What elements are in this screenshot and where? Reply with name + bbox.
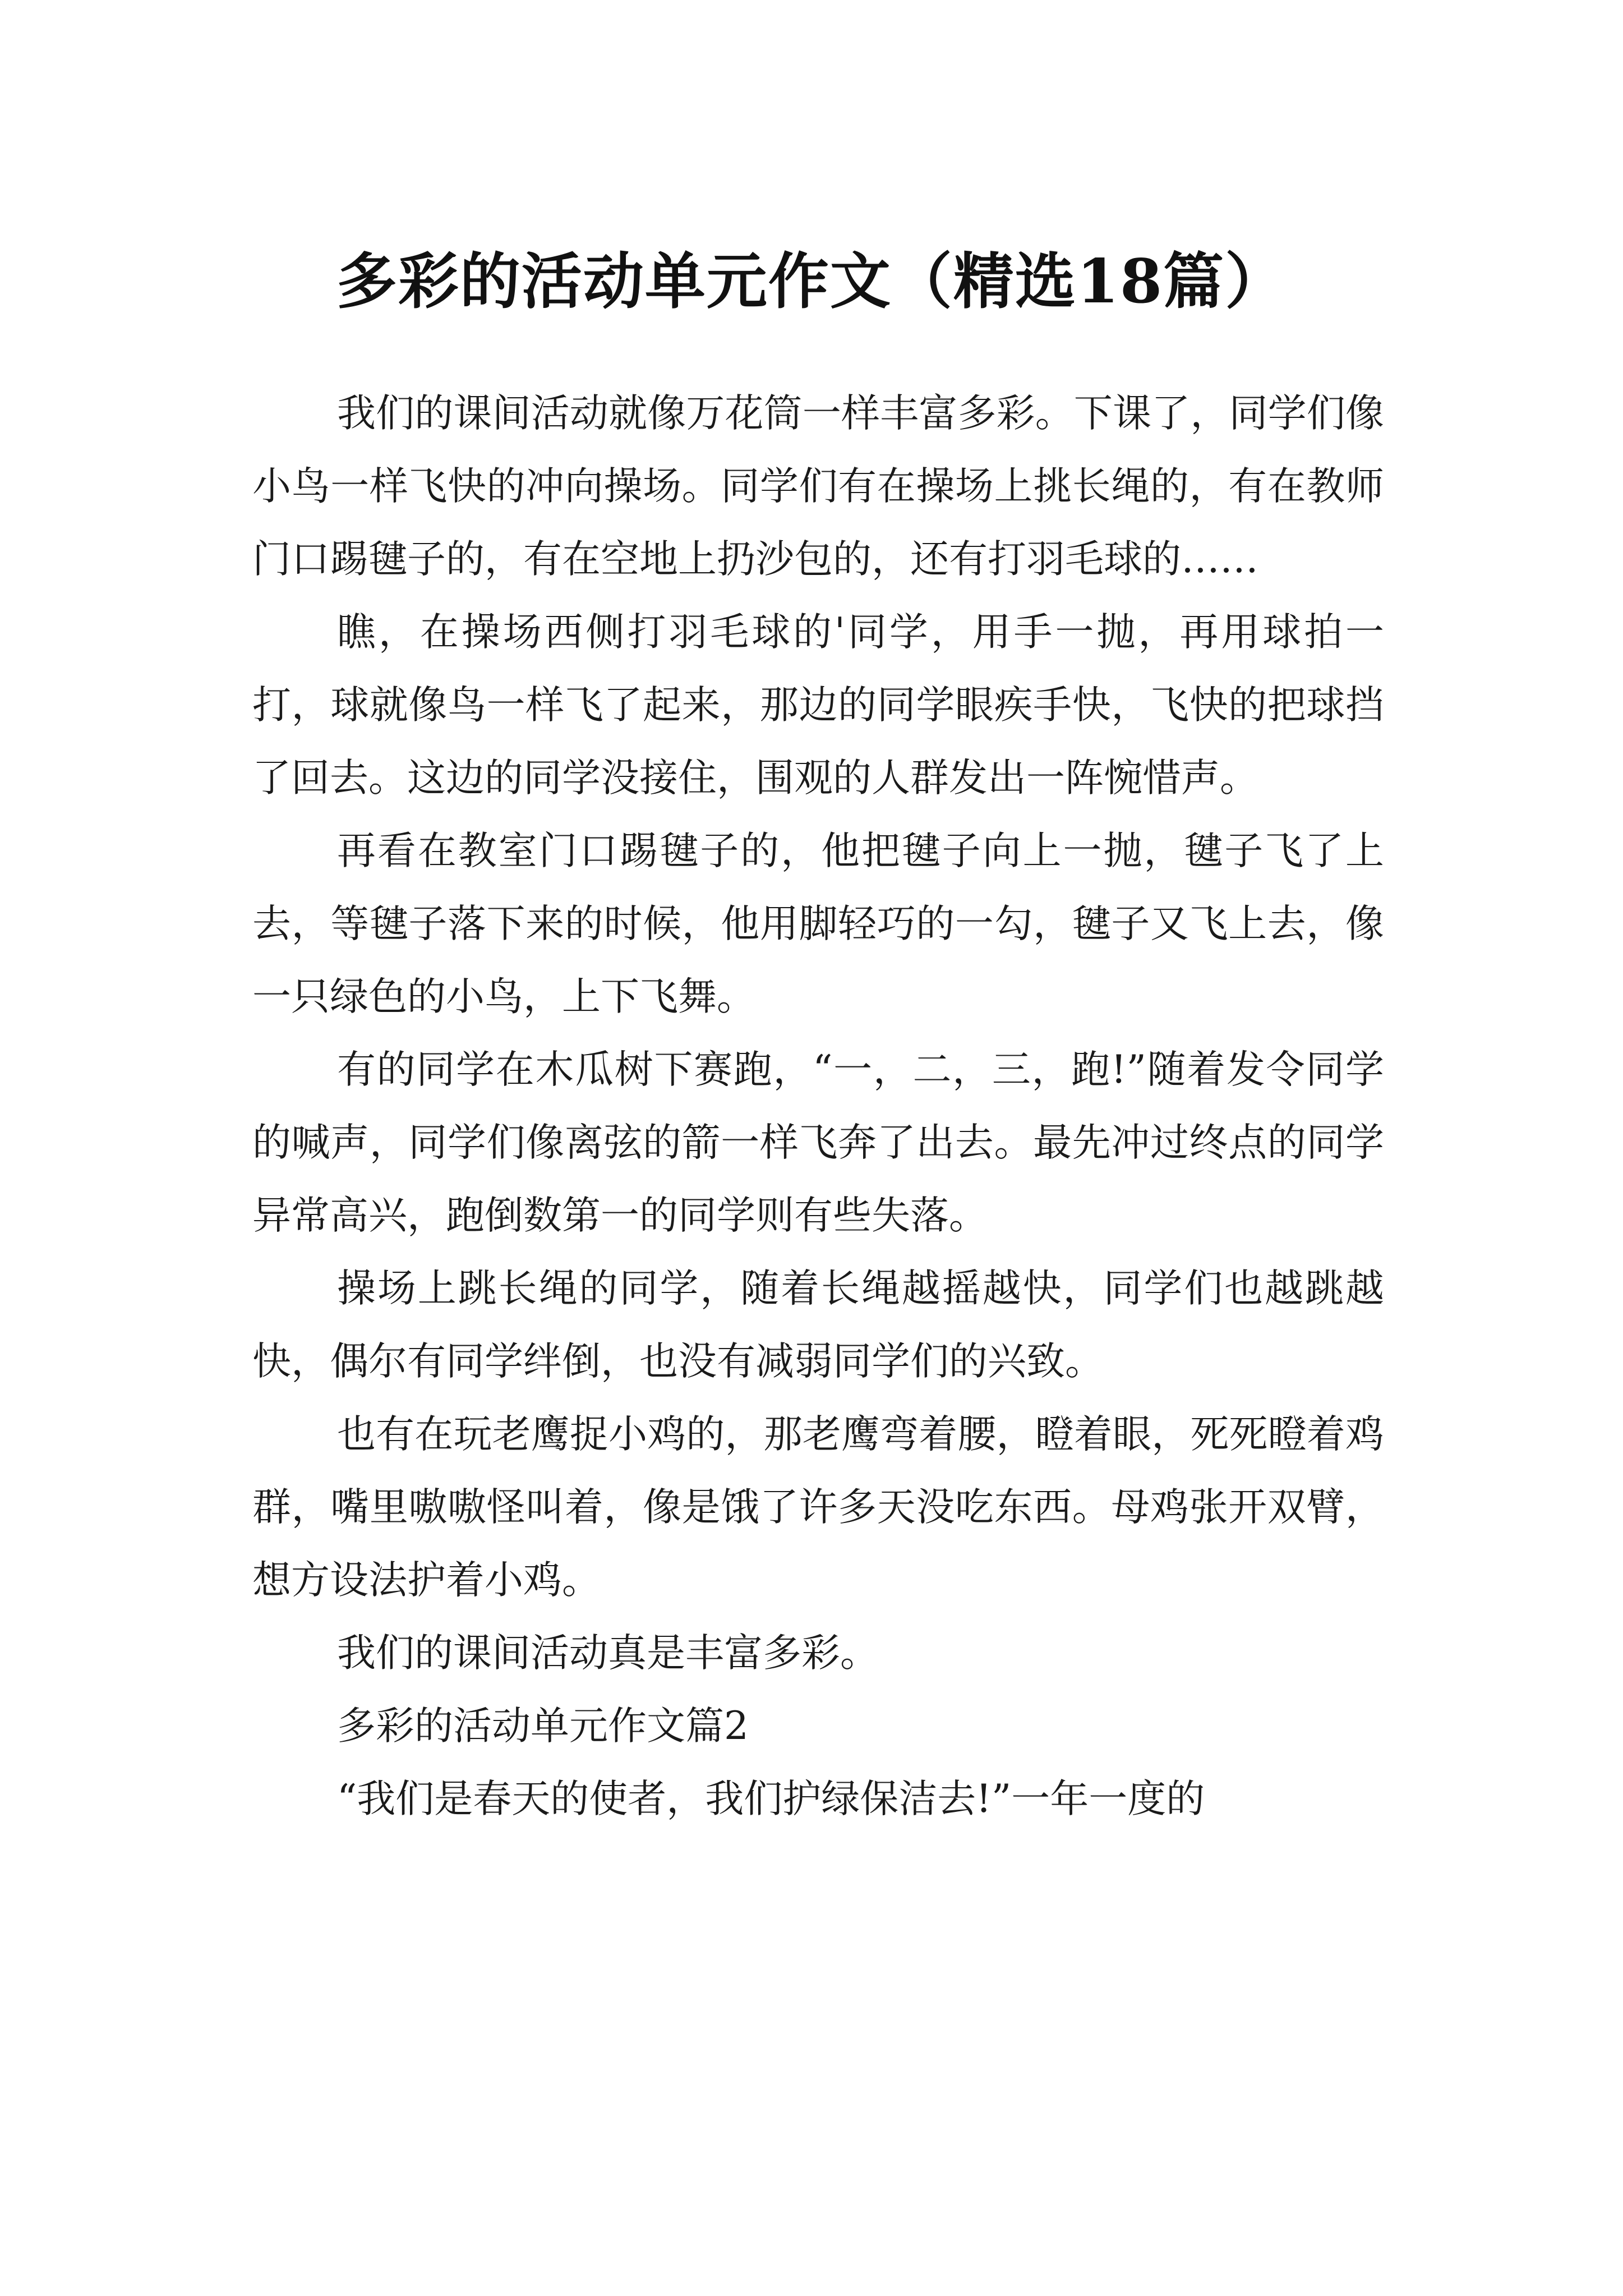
paragraph-1: 我们的课间活动就像万花筒一样丰富多彩。下课了，同学们像小鸟一样飞快的冲向操场。同学们有在操场上挑长绳的，有在教师门口踢毽子的，有在空地上扔沙包的，还有打羽毛球的…… [252, 391, 1384, 582]
document-title: 多彩的活动单元作文（精选18篇） [336, 246, 1287, 318]
paragraph-4: 有的同学在木瓜树下赛跑，“一，二，三，跑!”随着发令同学的喊声，同学们像离弦的箭一样飞奔了出去。最先冲过终点的同学异常高兴，跑倒数第一的同学则有些失落。 [252, 1047, 1384, 1238]
section-heading: 多彩的活动单元作文篇2 [337, 1704, 749, 1749]
paragraph-3: 再看在教室门口踢毽子的，他把毽子向上一抛，毽子飞了上去，等毽子落下来的时候，他用脚轻巧的一勾，毽子又飞上去，像一只绿色的小鸟，上下飞舞。 [252, 829, 1384, 1019]
document-body [252, 377, 1384, 1835]
paragraph-2: 瞧，在操场西侧打羽毛球的'同学，用手一抛，再用球拍一打，球就像鸟一样飞了起来，那边的同学眼疾手快，飞快的把球挡了回去。这边的同学没接住，围观的人群发出一阵惋惜声。 [252, 610, 1384, 800]
paragraph-7: 我们的课间活动真是丰富多彩。 [337, 1631, 879, 1676]
paragraph-6: 也有在玩老鹰捉小鸡的，那老鹰弯着腰，瞪着眼，死死瞪着鸡群，嘴里嗷嗷怪叫着，像是饿了许多天没吃东西。母鸡张开双臂，想方设法护着小鸡。 [252, 1412, 1384, 1603]
paragraph-5: 操场上跳长绳的同学，随着长绳越摇越快，同学们也越跳越快，偶尔有同学绊倒，也没有减弱同学们的兴致。 [252, 1266, 1384, 1384]
paragraph-8: “我们是春天的使者，我们护绿保洁去!”一年一度的 [337, 1777, 1205, 1821]
